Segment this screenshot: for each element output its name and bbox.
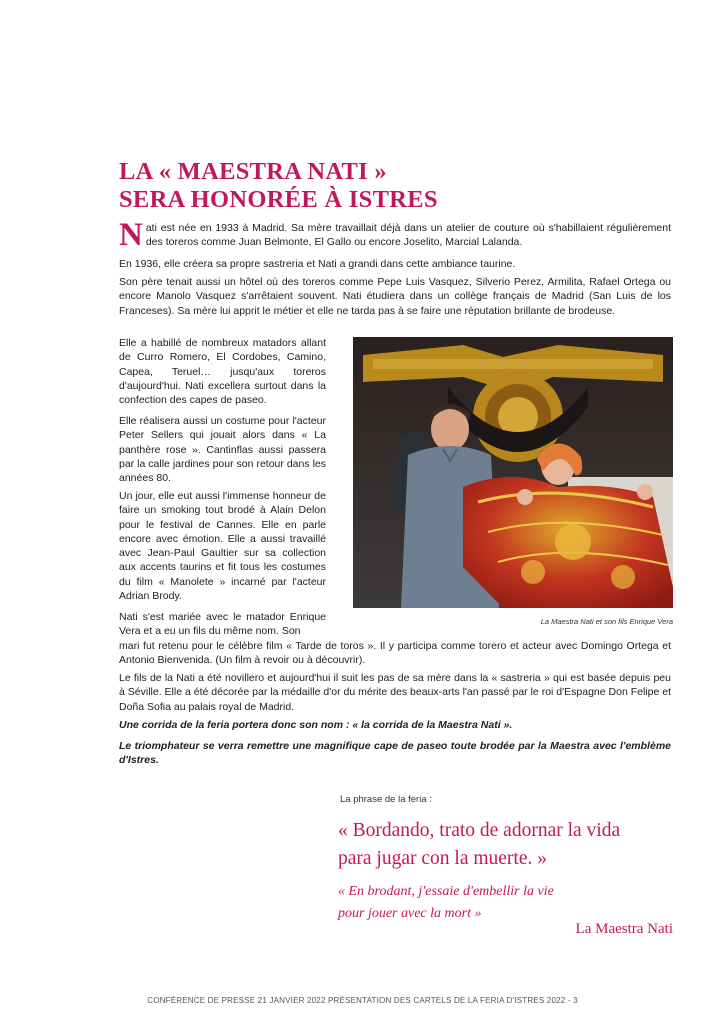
paragraph-corrida: Une corrida de la feria portera donc son nom : « la corrida de la Maestra Nati ». — [119, 719, 513, 731]
title-line-1: LA « MAESTRA NATI » — [119, 158, 387, 185]
paragraph-peter-sellers: Elle réalisera aussi un costume pour l'acteur Peter Sellers qui jouait alors dans « La panthère rose ». Cantinflas aussi passera par la calle jardines pour son retour dans les années 80. — [119, 415, 326, 485]
quote-spanish — [338, 817, 678, 873]
paragraph-son: Le fils de la Nati a été novillero et aujourd'hui il suit les pas de sa mère dans la « sastreria » qui est basée depuis peu à Séville. Elle a été décorée par la médaille d'or du mérite des beaux-arts l'an passé par le roi d'Espagne Don Felipe et Doña Sofia au palais royal de Madrid. — [119, 672, 671, 713]
photo-illustration — [353, 337, 673, 608]
quote-spanish-line-1: « Bordando, trato de adornar la vida — [338, 820, 621, 841]
phrase-intro: La phrase de la feria : — [340, 794, 432, 805]
paragraph-sastreria: En 1936, elle créera sa propre sastreria et Nati a grandi dans cette ambiance taurine. — [119, 258, 516, 270]
drop-cap: N — [119, 217, 143, 253]
photo-caption: La Maestra Nati et son fils Enrique Vera — [540, 617, 673, 626]
paragraph-matadors: Elle a habillé de nombreux matadors allant de Curro Romero, El Cordobes, Camino, Capea, Teruel… jusqu'aux toreros d'aujourd'hui. Nati excellera surtout dans la confection des capes de paseo. — [119, 337, 326, 407]
paragraph-alain-delon: Un jour, elle eut aussi l'immense honneur de faire un smoking tout brodé à Alain Delon pour le festival de Cannes. Elle en parle encore avec émotion. Elle a aussi travaillé avec Jean-Paul Gaultier sur sa collection aux accents taurins et fit tous les costumes du film « Manolete » incarné par l'acteur Adrian Brody. — [119, 490, 326, 603]
quote-french-line-2: pour jouer avec la mort » — [338, 906, 482, 921]
title-line-2: SERA HONORÉE À ISTRES — [119, 186, 438, 213]
photo-maestra-nati-and-son — [353, 337, 673, 608]
paragraph-triomphateur: Le triomphateur se verra remettre une magnifique cape de paseo toute brodée par la Maestra avec l'emblème d'Istres. — [119, 740, 671, 767]
paragraph-intro — [119, 217, 671, 253]
paragraph-marriage-end: mari fut retenu pour le célèbre film « Tarde de toros ». Il y participa comme torero et acteur avec Domingo Ortega et Antonio Bienvenida. (Un film à revoir ou à découvrir). — [119, 640, 671, 667]
page-footer: CONFÉRENCE DE PRESSE 21 JANVIER 2022 PRÉSENTATION DES CARTELS DE LA FERIA D'ISTRES 2022 - 3 — [147, 996, 578, 1005]
article-title — [119, 158, 639, 214]
paragraph-hotel: Son père tenait aussi un hôtel où des toreros comme Pepe Luis Vasquez, Silverio Perez, Armilita, Rafael Ortega ou encore Manolo Vasquez s'arrêtaient souvent. Nati étudiera dans un collège français de Madrid (San Luis de los Franceses). Sa mère lui apprit le métier et elle ne tarda pas à se faire une réputation brillante de brodeuse. — [119, 276, 671, 317]
paragraph-intro-text: ati est née en 1933 à Madrid. Sa mère travaillait déjà dans un atelier de couture où s'habillaient régulièrement des toreros comme Juan Belmonte, El Gallo ou encore Joselito, Marcial Lalanda. — [145, 222, 671, 249]
quote-french-line-1: « En brodant, j'essaie d'embellir la vie — [338, 884, 554, 899]
quote-spanish-line-2: para jugar con la muerte. » — [338, 848, 547, 869]
quote-author: La Maestra Nati — [575, 921, 673, 937]
paragraph-marriage-start: Nati s'est mariée avec le matador Enrique Vera et a eu un fils du même nom. Son — [119, 611, 326, 638]
